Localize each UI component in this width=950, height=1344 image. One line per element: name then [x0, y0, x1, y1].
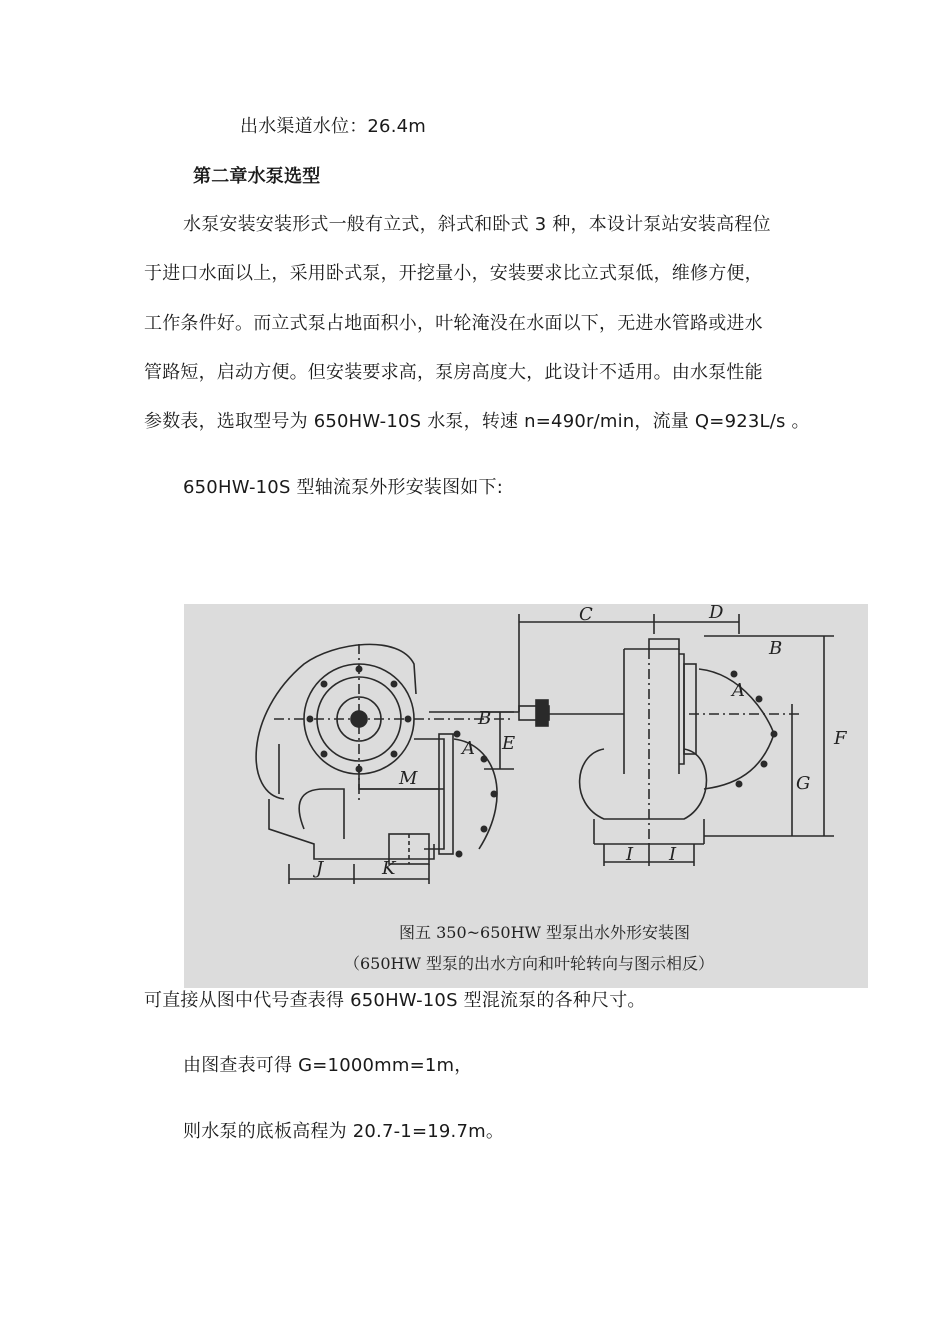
label-b-left: B [478, 708, 492, 729]
label-a-left: A [462, 738, 475, 759]
label-i-2: I [669, 844, 677, 865]
label-e: E [502, 733, 516, 754]
paragraph-line-2: 于进口水面以上，采用卧式泵，开挖量小，安装要求比立式泵低，维修方便， [144, 263, 763, 284]
label-k: K [382, 858, 396, 879]
chapter-title: 第二章水泵选型 [193, 166, 321, 187]
label-f: F [834, 728, 847, 749]
after-figure-line: 可直接从图中代号查表得 650HW-10S 型混流泵的各种尺寸。 [144, 990, 646, 1011]
figure-intro: 650HW-10S 型轴流泵外形安装图如下: [183, 477, 503, 498]
label-m: M [399, 768, 418, 789]
label-c: C [579, 604, 593, 625]
label-i-1: I [626, 844, 634, 865]
label-d: D [709, 604, 724, 623]
label-b-right: B [769, 638, 783, 659]
figure-caption-line-2: （650HW 型泵的出水方向和叶轮转向与图示相反） [344, 954, 715, 973]
figure-caption-line-1: 图五 350~650HW 型泵出水外形安装图 [399, 923, 691, 942]
paragraph-line-3: 工作条件好。而立式泵占地面积小，叶轮淹没在水面以下，无进水管路或进水 [144, 313, 763, 334]
water-level-line: 出水渠道水位：26.4m [240, 116, 427, 137]
pump-installation-figure [184, 604, 868, 988]
paragraph-line-4: 管路短，启动方便。但安装要求高，泵房高度大，此设计不适用。由水泵性能 [144, 362, 763, 383]
g-value-line: 由图查表可得 G=1000mm=1m， [183, 1055, 473, 1076]
label-a-right: A [732, 680, 745, 701]
base-elevation-line: 则水泵的底板高程为 20.7-1=19.7m。 [183, 1121, 505, 1142]
paragraph-line-1: 水泵安装安装形式一般有立式，斜式和卧式 3 种，本设计泵站安装高程位 [183, 214, 771, 235]
label-j: J [316, 858, 324, 879]
label-g: G [796, 773, 811, 794]
paragraph-line-5: 参数表，选取型号为 650HW-10S 水泵，转速 n=490r/min，流量 Q=923L/s 。 [144, 411, 810, 432]
